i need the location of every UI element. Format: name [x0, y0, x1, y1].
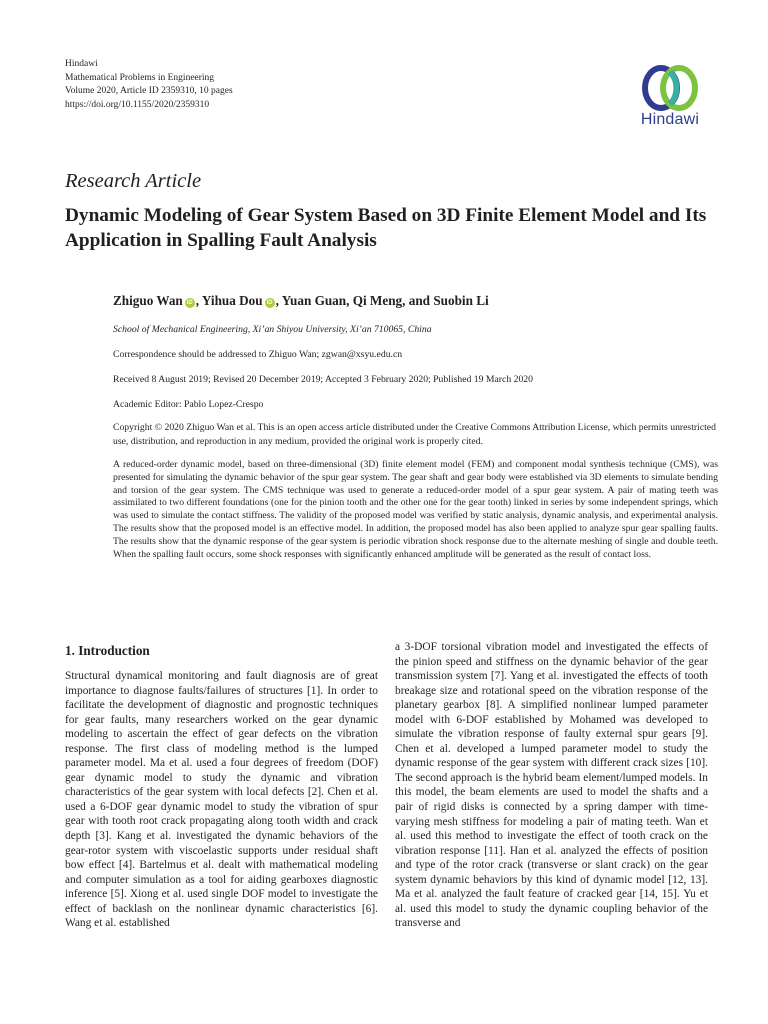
author-name: Suobin Li: [433, 293, 489, 308]
hindawi-logo-text: Hindawi: [640, 111, 700, 128]
section-heading: 1. Introduction: [65, 643, 150, 658]
doi-link[interactable]: https://doi.org/10.1155/2020/2359310: [65, 99, 210, 110]
orcid-icon[interactable]: iD: [266, 300, 273, 306]
author-name: Zhiguo Wan: [113, 293, 183, 308]
author-name: Yihua Dou: [201, 293, 263, 308]
body-column-right: a 3-DOF torsional vibration model and investigated the effects of the pinion speed and stiffness on the dynamic behavior of the gear transmission system [7]. Yang et al. investigated the effects of tooth breakage size and rotational speed on the vibration response of the planetary gearbox [8]. A simplified nonlinear lumped parameter model with 6-DOF established by Mohamed was developed to simulate the vibration response of faulty external spur gears [9]. Chen et al. developed a lumped parameter model to study the dynamic response of the gear system with different crack sizes [10]. The second approach is the hybrid beam element/lumped models. In this model, the beam elements are used to model the shafts and a pair of rigid disks is connected by a spring damper with time-varying mesh stiffness for modeling a pair of mating teeth. Wan et al. used this method to investigate the effect of tooth crack on the vibration response [11]. Han et al. analyzed the effects of position and type of the rotor crack (transverse or slant crack) on the gear system dynamic behaviors by this kind of dynamic model [12, 13]. Ma et al. analyzed the fault feature of cracked gear [14, 15]. Yu et al. used this model to study the dynamic coupling behavior of the transverse and: [395, 641, 708, 930]
correspondence: Correspondence should be addressed to Zhiguo Wan; zgwan@xsyu.edu.cn: [113, 349, 403, 360]
author-name: Qi Meng: [352, 293, 403, 308]
publisher-name: Hindawi: [65, 59, 98, 69]
journal-name: Mathematical Problems in Engineering: [65, 72, 215, 83]
academic-editor: Academic Editor: Pablo Lopez-Crespo: [113, 399, 264, 410]
affiliation: School of Mechanical Engineering, Xi’an Shiyou University, Xi’an 710065, China: [113, 324, 432, 335]
author-separator: ,: [346, 293, 353, 308]
article-title: Dynamic Modeling of Gear System Based on 3D Finite Element Model and Its Application in Spalling Fault Analysis: [65, 205, 707, 251]
author-separator: , and: [402, 293, 434, 308]
journal-meta: [65, 58, 485, 112]
article-dates: Received 8 August 2019; Revised 20 December 2019; Accepted 3 February 2020; Published 19 March 2020: [113, 374, 533, 385]
orcid-icon[interactable]: iD: [186, 300, 193, 306]
article-type: Research Article: [65, 170, 202, 192]
abstract: A reduced-order dynamic model, based on three-dimensional (3D) finite element model (FEM) and component modal synthesis technique (CMS), was presented for simulating the dynamic behavior of the spur gear system. The gear shaft and gear body were established via 3D elements to simulate bending and torsion of the gear system. The CMS technique was used to generate a reduced-order model of a spur gear system. A pair of mating teeth was assimilated to two different foundations (one for the pinion tooth and the other one for the gear tooth) linked in series by some independent springs, which was used to simulate the contact stiffness. The validity of the proposed model was verified by static analysis, dynamic analysis, and experimental analysis. The results show that the proposed model is an effective model. In addition, the proposed model has also been applied to analyze spur gear spalling faults. The results show that the dynamic response of the gear system is periodic vibration shock response due to the alternate meshing of single and double teeth. When the spalling fault occurs, some shock responses with significantly enhanced amplitude will be generated as the result of contact loss.: [113, 459, 718, 560]
author-list: [113, 293, 713, 309]
volume-info: Volume 2020, Article ID 2359310, 10 pages: [65, 86, 233, 96]
author-name: Yuan Guan: [281, 293, 347, 308]
author-separator: ,: [275, 293, 282, 308]
copyright-notice: Copyright © 2020 Zhiguo Wan et al. This is an open access article distributed under the Creative Commons Attribution License, which permits unrestricted use, distribution, and reproduction in any medium, provided the original work is properly cited.: [113, 422, 716, 447]
body-column-left: Structural dynamical monitoring and fault diagnosis are of great importance to diagnose faults/failures of structures [1]. In order to facilitate the development of diagnostic and prognostic techniques for gear faults, many researchers worked on the gear dynamic modeling to ascertain the effect of gear defects on the vibration response. The first class of modeling method is the lumped parameter model. Ma et al. used a four degrees of freedom (DOF) gear dynamic model to study the dynamic and vibration characteristics of the gear system with local defects [2]. Chen et al. used a 6-DOF gear dynamic model to study the vibration of spur gear with tooth root crack propagating along tooth width and crack depth [3]. Kang et al. investigated the dynamic behaviors of the gear-rotor system with viscoelastic supports under residual shaft bow effect [4]. Bartelmus et al. dealt with mathematical modeling and computer simulation as a tool for aiding gearboxes diagnostic inference [5]. Xiong et al. used single DOF model to investigate the effect of backlash on the nonlinear dynamic characteristics [6]. Wang et al. established: [65, 670, 378, 930]
author-separator: ,: [195, 293, 202, 308]
